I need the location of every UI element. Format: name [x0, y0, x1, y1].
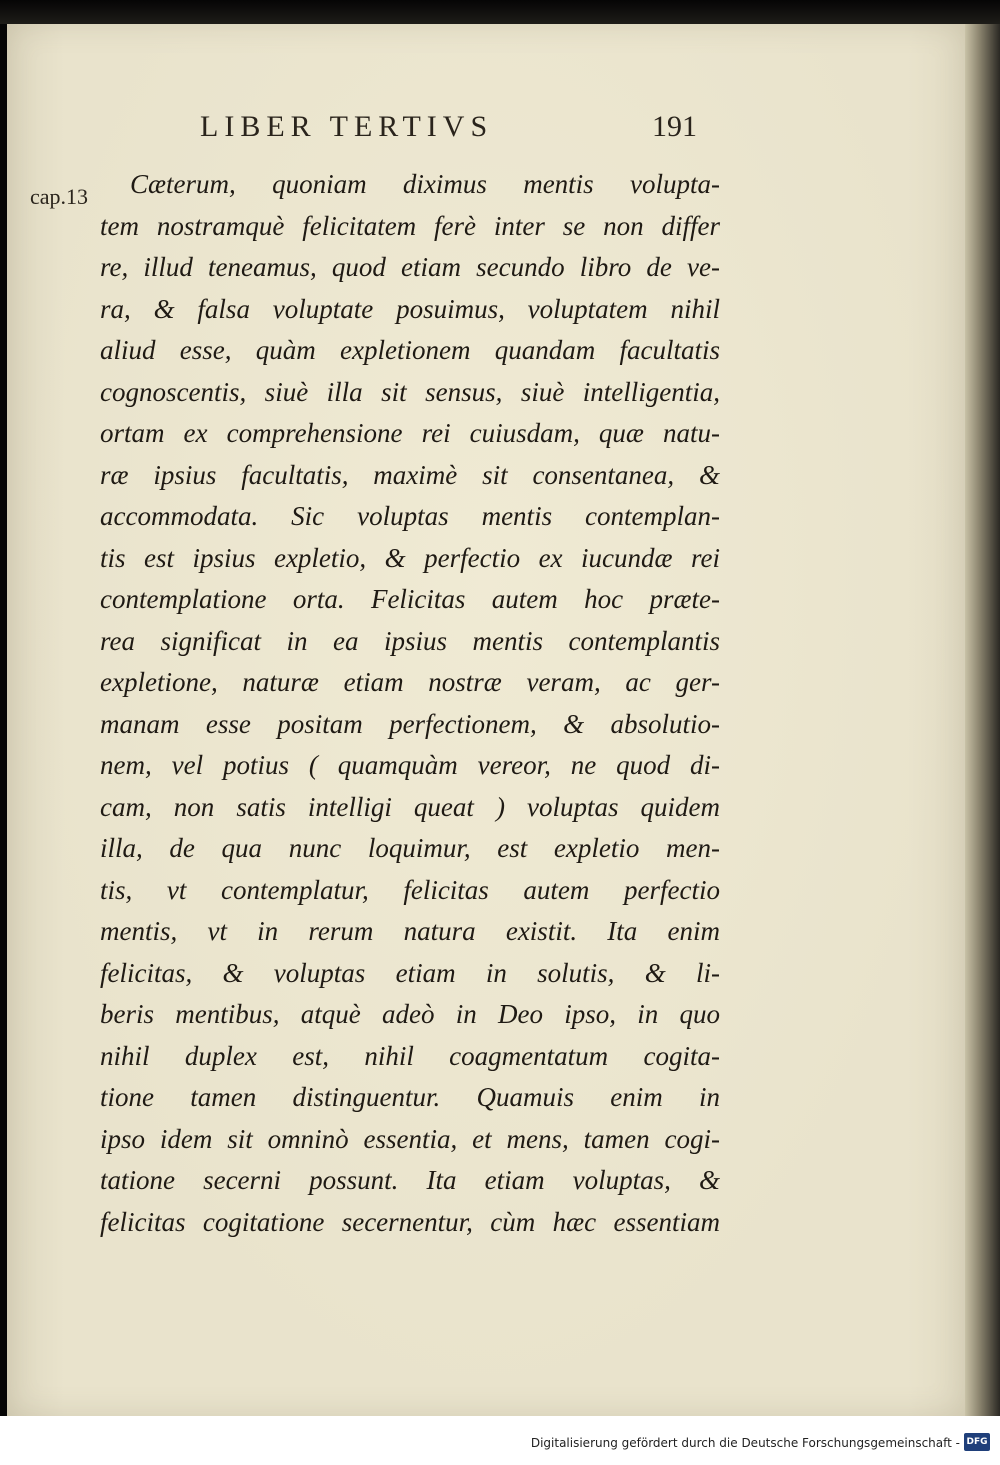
page-number: 191 — [652, 110, 697, 143]
footer-bar — [0, 1416, 1000, 1465]
text-line: ipso idem sit omninò essentia, et mens, tamen cogi- — [100, 1123, 720, 1154]
dfg-logo-icon: DFG — [964, 1433, 990, 1451]
text-line: tis, vt contemplatur, felicitas autem perfectio — [100, 874, 720, 905]
text-line: tatione secerni possunt. Ita etiam voluptas, & — [100, 1165, 720, 1195]
text-line: rea significat in ea ipsius mentis contemplantis — [100, 625, 720, 656]
page-edge-top — [0, 0, 1000, 24]
text-line: ra, & falsa voluptate posuimus, voluptatem nihil — [100, 293, 720, 324]
body-text — [100, 164, 720, 1243]
text-line: manam esse positam perfectionem, & absolutio- — [100, 708, 720, 739]
text-line: mentis, vt in rerum natura existit. Ita enim — [100, 916, 720, 946]
text-line: cam, non satis intelligi queat ) voluptas quidem — [100, 791, 720, 822]
text-line: cognoscentis, siuè illa sit sensus, siuè intelligentia, — [100, 376, 720, 407]
running-head: LIBER TERTIVS — [200, 110, 494, 143]
text-line: beris mentibus, atquè adeò in Deo ipso, in quo — [100, 999, 720, 1029]
text-line: tione tamen distinguentur. Quamuis enim in — [100, 1082, 720, 1112]
text-line: contemplatione orta. Felicitas autem hoc præte- — [100, 584, 720, 614]
text-line: nihil duplex est, nihil coagmentatum cogita- — [100, 1040, 720, 1071]
text-line: re, illud teneamus, quod etiam secundo libro de ve- — [100, 252, 720, 282]
funding-credit: Digitalisierung gefördert durch die Deutsche Forschungsgemeinschaft - — [530, 1436, 960, 1450]
text-line: nem, vel potius ( quamquàm vereor, ne quod di- — [100, 750, 720, 780]
text-line: felicitas cogitatione secernentur, cùm hæc essentiam — [100, 1206, 720, 1237]
text-line: accommodata. Sic voluptas mentis contemplan- — [100, 501, 720, 531]
text-line: felicitas, & voluptas etiam in solutis, & li- — [100, 957, 720, 988]
text-line: tem nostramquè felicitatem ferè inter se non differ — [100, 210, 720, 241]
text-line: tis est ipsius expletio, & perfectio ex iucundæ rei — [100, 542, 720, 573]
text-line: Cæterum, quoniam diximus mentis volupta- — [130, 169, 720, 199]
text-line: ræ ipsius facultatis, maximè sit consentanea, & — [100, 459, 720, 490]
text-line: expletione, naturæ etiam nostræ veram, ac ger- — [100, 667, 720, 697]
margin-note: cap.13 — [30, 184, 89, 209]
page-edge-right — [965, 24, 1000, 1416]
text-line: ortam ex comprehensione rei cuiusdam, quæ natu- — [100, 418, 720, 448]
text-line: illa, de qua nunc loquimur, est expletio men- — [100, 833, 720, 863]
text-line: aliud esse, quàm expletionem quandam facultatis — [100, 335, 720, 365]
